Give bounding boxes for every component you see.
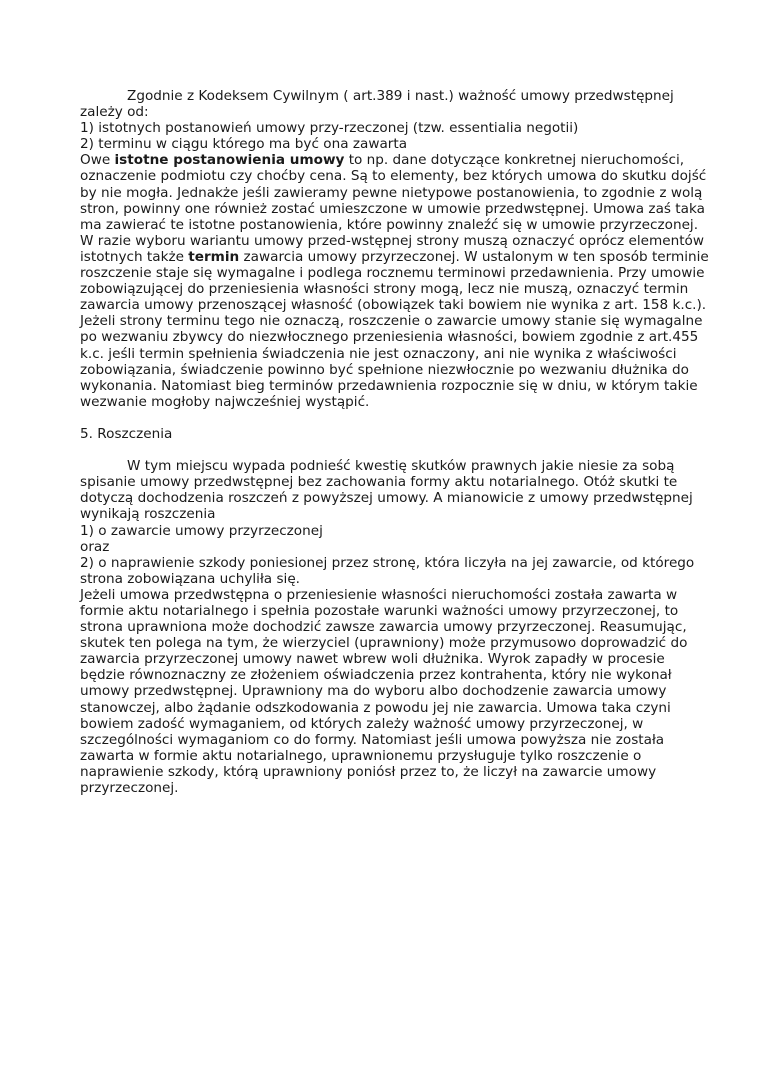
section-line: skutek ten polega na tym, że wierzyciel (uprawniony) może przymusowo doprowadzić do <box>80 635 688 652</box>
paragraph-line <box>80 248 709 265</box>
section-heading: 5. Roszczenia <box>80 425 173 442</box>
section-line: przyrzeczonej. <box>80 780 179 797</box>
paragraph-line: po wezwaniu zbywcy do niezwłocznego przeniesienia własności, bowiem zgodnie z art.455 <box>80 329 699 346</box>
spacer <box>80 410 680 426</box>
paragraph-line: ma zawierać te istotne postanowienia, które powinny znaleźć się w umowie przyrzeczonej. <box>80 216 699 233</box>
intro-line: Zgodnie z Kodeksem Cywilnym ( art.389 i nast.) ważność umowy przedwstępnej <box>127 88 674 104</box>
text-fragment: Owe <box>80 152 115 169</box>
paragraph-line: oznaczenie podmiotu czy choćby cena. Są to elementy, bez których umowa do skutku dojść <box>80 168 707 185</box>
intro-line: 1) istotnych postanowień umowy przy-rzeczonej (tzw. essentialia negotii) <box>80 120 579 137</box>
paragraph-line <box>80 152 685 169</box>
section-line: 1) o zawarcie umowy przyrzeczonej <box>80 522 323 539</box>
section-line: strona zobowiązana uchyliła się. <box>80 570 301 587</box>
section-line: stanowczej, albo żądanie odszkodowania z powodu jej nie zawarcia. Umowa taka czyni <box>80 699 671 716</box>
paragraph-line: roszczenie staje się wymagalne i podlega rocznemu terminowi przedawnienia. Przy umowie <box>80 265 705 282</box>
section-line: strona uprawniona może dochodzić zawsze zawarcia umowy przyrzeczonej. Reasumując, <box>80 619 687 636</box>
paragraph-line: stron, powinny one również zostać umieszczone w umowie przedwstępnej. Umowa zaś taka <box>80 200 705 217</box>
paragraph-line: Jeżeli strony terminu tego nie oznaczą, roszczenie o zawarcie umowy stanie się wymagalne <box>80 313 703 330</box>
section-line: bowiem zadość wymaganiem, od których zależy ważność umowy przyrzeczonej, w <box>80 715 644 732</box>
intro-line: 2) terminu w ciągu którego ma być ona zawarta <box>80 136 408 153</box>
paragraph-line: wykonania. Natomiast bieg terminów przedawnienia rozpocznie się w dniu, w którym takie <box>80 377 698 394</box>
text-fragment: to np. dane dotyczące konkretnej nieruchomości, <box>344 152 685 169</box>
section-line: umowy przedwstępnej. Uprawniony ma do wyboru albo dochodzenie zawarcia umowy <box>80 683 667 700</box>
spacer <box>80 442 680 458</box>
intro-line: zależy od: <box>80 104 149 121</box>
paragraph-line: zawarcia umowy przenoszącej własność (obowiązek taki bowiem nie wynika z art. 158 k.c.). <box>80 297 707 314</box>
section-line: W tym miejscu wypada podnieść kwestię skutków prawnych jakie niesie za sobą <box>127 458 675 475</box>
section-line: zawarta w formie aktu notarialnego, uprawnionemu przysługuje tylko roszczenie o <box>80 747 642 764</box>
section-line: szczególności wymaganiom co do formy. Natomiast jeśli umowa powyższa nie została <box>80 731 665 748</box>
section-line: spisanie umowy przedwstępnej bez zachowania formy aktu notarialnego. Otóż skutki te <box>80 474 678 491</box>
bold-term: termin <box>188 248 240 265</box>
paragraph-line: wezwanie mogłoby najwcześniej wystąpić. <box>80 393 370 410</box>
paragraph-line: W razie wyboru wariantu umowy przed-wstępnej strony muszą oznaczyć oprócz elementów <box>80 232 704 249</box>
section-line: oraz <box>80 538 110 555</box>
section-line: wynikają roszczenia <box>80 506 216 523</box>
section-line: 2) o naprawienie szkody poniesionej przez stronę, która liczyła na jej zawarcie, od którego <box>80 554 695 571</box>
section-line: formie aktu notarialnego i spełnia pozostałe warunki ważności umowy przyrzeczonej, to <box>80 603 679 619</box>
text-fragment: istotnych także <box>80 248 189 265</box>
section-line: Jeżeli umowa przedwstępna o przeniesienie własności nieruchomości została zawarta w <box>80 586 678 603</box>
section-line: dotyczą dochodzenia roszczeń z powyższej umowy. A mianowicie z umowy przedwstępnej <box>80 490 693 507</box>
paragraph-line: by nie mogła. Jednakże jeśli zawieramy pewne nietypowe postanowienia, to zgodnie z wolą <box>80 184 703 201</box>
paragraph-line: zobowiązującej do przeniesienia własności strony mogą, lecz nie muszą, oznaczyć termin <box>80 281 689 298</box>
text-fragment: zawarcia umowy przyrzeczonej. W ustalonym w ten sposób terminie <box>239 248 709 265</box>
bold-term: istotne postanowienia umowy <box>114 152 345 169</box>
section-line: zawarcia przyrzeczonej umowy nawet wbrew woli dłużnika. Wyrok zapadły w procesie <box>80 651 665 668</box>
document-page <box>80 88 709 797</box>
paragraph-line: zobowiązania, świadczenie powinno być spełnione niezwłocznie po wezwaniu dłużnika do <box>80 361 689 378</box>
section-line: naprawienie szkody, którą uprawniony poniósł przez to, że liczył na zawarcie umowy <box>80 763 657 780</box>
paragraph-line: k.c. jeśli termin spełnienia świadczenia nie jest oznaczony, ani nie wynika z właściwości <box>80 345 677 362</box>
section-line: będzie równoznaczny ze złożeniem oświadczenia przez kontrahenta, który nie wykonał <box>80 667 672 684</box>
